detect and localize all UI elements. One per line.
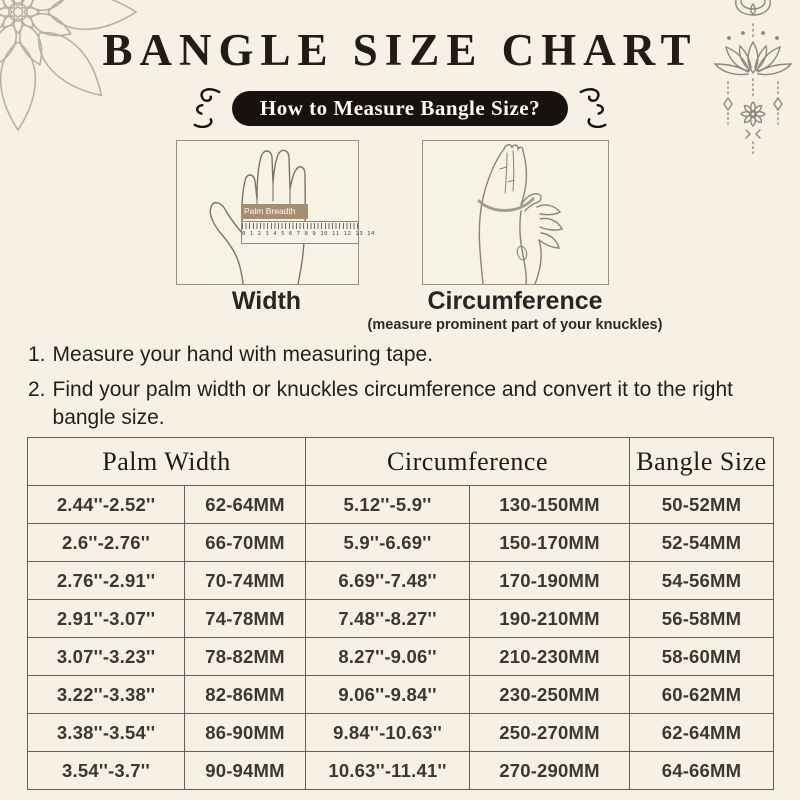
hand-circumference-illustration — [423, 141, 608, 284]
ruler-numbers: 0 1 2 3 4 5 6 7 8 9 10 11 12 13 14 — [242, 231, 375, 237]
table-cell: 130-150MM — [470, 486, 630, 524]
table-cell: 250-270MM — [470, 714, 630, 752]
table-row — [28, 676, 774, 714]
table-cell: 5.9''-6.69'' — [306, 524, 470, 562]
width-caption-block — [176, 287, 357, 316]
table-cell: 3.54''-3.7'' — [28, 752, 185, 790]
header-palm-width: Palm Width — [28, 438, 306, 486]
table-cell: 52-54MM — [630, 524, 774, 562]
palm-breadth-tag: Palm Breadth — [241, 204, 308, 219]
instruction-text: Find your palm width or knuckles circumference and convert it to the right bangle size. — [52, 378, 733, 429]
table-row — [28, 600, 774, 638]
instruction-number: 2. — [28, 378, 46, 402]
how-to-measure-banner — [0, 86, 800, 130]
table-cell: 9.06''-9.84'' — [306, 676, 470, 714]
table-cell: 62-64MM — [185, 486, 306, 524]
header-bangle-size: Bangle Size — [630, 438, 774, 486]
table-cell: 170-190MM — [470, 562, 630, 600]
circumference-note: (measure prominent part of your knuckles) — [367, 317, 663, 333]
table-cell: 64-66MM — [630, 752, 774, 790]
table-cell: 56-58MM — [630, 600, 774, 638]
table-row — [28, 524, 774, 562]
table-cell: 8.27''-9.06'' — [306, 638, 470, 676]
table-header-row — [28, 438, 774, 486]
table-cell: 58-60MM — [630, 638, 774, 676]
table-row — [28, 562, 774, 600]
circumference-caption: Circumference — [427, 287, 603, 315]
table-cell: 210-230MM — [470, 638, 630, 676]
page-title: BANGLE SIZE CHART — [102, 25, 698, 75]
table-cell: 60-62MM — [630, 676, 774, 714]
width-measurement-figure — [176, 140, 375, 285]
table-cell: 2.6''-2.76'' — [28, 524, 185, 562]
instruction-step-1 — [28, 341, 756, 368]
table-cell: 3.07''-3.23'' — [28, 638, 185, 676]
table-cell: 7.48''-8.27'' — [306, 600, 470, 638]
instruction-step-2 — [28, 376, 756, 431]
table-row — [28, 638, 774, 676]
table-cell: 150-170MM — [470, 524, 630, 562]
table-cell: 6.69''-7.48'' — [306, 562, 470, 600]
instruction-text: Measure your hand with measuring tape. — [52, 343, 434, 366]
instructions-list — [28, 341, 756, 439]
table-cell: 5.12''-5.9'' — [306, 486, 470, 524]
table-cell: 190-210MM — [470, 600, 630, 638]
table-cell: 78-82MM — [185, 638, 306, 676]
table-cell: 3.22''-3.38'' — [28, 676, 185, 714]
table-cell: 9.84''-10.63'' — [306, 714, 470, 752]
size-table-body — [28, 486, 774, 790]
table-cell: 54-56MM — [630, 562, 774, 600]
table-cell: 82-86MM — [185, 676, 306, 714]
table-cell: 90-94MM — [185, 752, 306, 790]
bangle-size-table — [27, 437, 774, 790]
circumference-caption-block — [365, 287, 665, 333]
table-cell: 230-250MM — [470, 676, 630, 714]
table-cell: 2.91''-3.07'' — [28, 600, 185, 638]
table-cell: 2.44''-2.52'' — [28, 486, 185, 524]
squiggle-ornament-left-icon — [191, 86, 223, 130]
table-row — [28, 714, 774, 752]
table-cell: 70-74MM — [185, 562, 306, 600]
circumference-measurement-figure — [422, 140, 609, 285]
ruler — [241, 221, 375, 244]
instruction-number: 1. — [28, 343, 46, 366]
table-cell: 86-90MM — [185, 714, 306, 752]
ruler-ticks — [242, 223, 358, 229]
table-row — [28, 752, 774, 790]
table-cell: 270-290MM — [470, 752, 630, 790]
table-cell: 10.63''-11.41'' — [306, 752, 470, 790]
table-cell: 2.76''-2.91'' — [28, 562, 185, 600]
table-cell: 3.38''-3.54'' — [28, 714, 185, 752]
table-cell: 66-70MM — [185, 524, 306, 562]
table-row — [28, 486, 774, 524]
table-cell: 74-78MM — [185, 600, 306, 638]
squiggle-ornament-right-icon — [577, 86, 609, 130]
header-circumference: Circumference — [306, 438, 630, 486]
table-cell: 62-64MM — [630, 714, 774, 752]
table-cell: 50-52MM — [630, 486, 774, 524]
width-caption: Width — [231, 287, 302, 315]
how-to-measure-badge: How to Measure Bangle Size? — [232, 91, 568, 126]
